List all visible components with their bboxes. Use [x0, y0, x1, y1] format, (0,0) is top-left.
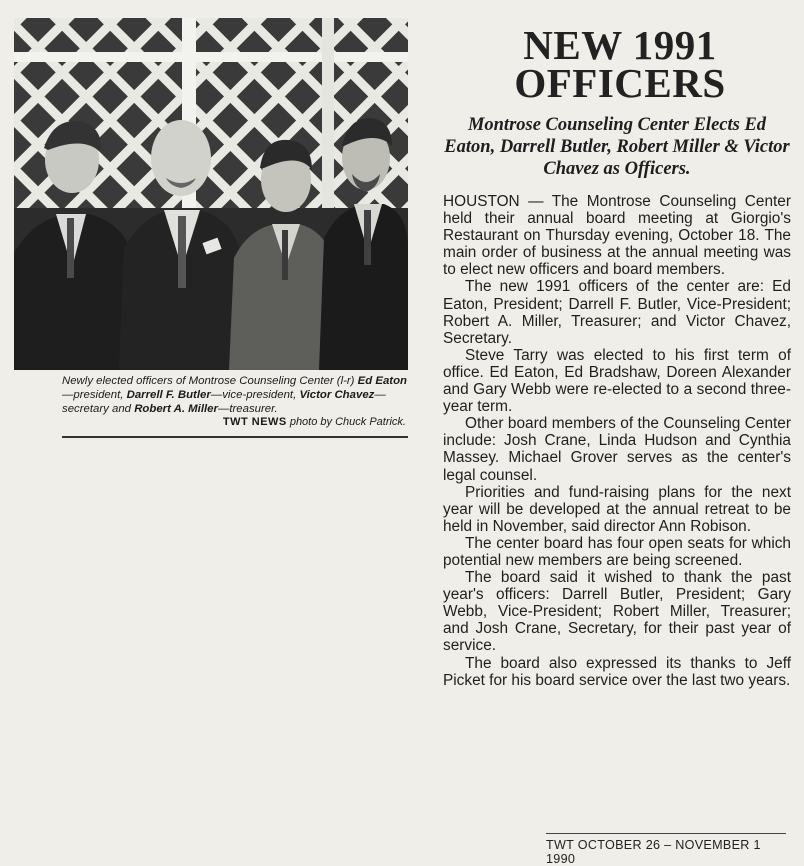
- paragraph: The board said it wished to thank the past year's officers: Darrell Butler, President; Gary Webb, Vice-President; Robert Miller, Treasurer; and Josh Crane, Secretary, for their past year of service.: [443, 569, 791, 655]
- paragraph: The center board has four open seats for which potential new members are being screened.: [443, 534, 791, 569]
- headline-line-2: OFFICERS: [514, 60, 726, 106]
- page-footer: TWT OCTOBER 26 – NOVEMBER 1 1990: [546, 833, 786, 866]
- caption-intro: Newly elected officers of Montrose Counseling Center (l-r): [62, 375, 358, 387]
- headline: [446, 22, 794, 106]
- caption-name-2: Darrell F. Butler: [126, 389, 211, 402]
- paragraph: Other board members of the Counseling Center include: Josh Crane, Linda Hudson and Cynthia Massey. Michael Grover serves as the center's legal counsel.: [443, 415, 791, 484]
- caption-name-3: Victor Chavez: [299, 389, 375, 402]
- caption-role-2: —vice-president,: [210, 389, 300, 402]
- credit-source: TWT NEWS: [222, 416, 287, 428]
- credit-text: photo by Chuck Patrick.: [286, 416, 406, 428]
- paragraph: The new 1991 officers of the center are: Ed Eaton, President; Darrell F. Butler, Vice-President; Robert A. Miller, Treasurer; and Victor Chavez, Secretary.: [443, 278, 791, 347]
- caption-name-4: Robert A. Miller: [134, 403, 218, 416]
- caption-role-3: —secretary and: [62, 389, 386, 416]
- caption-name-1: Ed Eaton: [357, 375, 408, 387]
- article-body: [443, 193, 791, 689]
- headline-line-1: NEW 1991: [523, 22, 717, 68]
- photo-credit: [62, 416, 406, 428]
- photo-caption: [62, 374, 408, 417]
- paragraph: HOUSTON — The Montrose Counseling Center held their annual board meeting at Giorgio's Restaurant on Thursday evening, October 18. The main order of business at the annual meeting was to elect new officers and board members.: [443, 193, 791, 279]
- paragraph: Steve Tarry was elected to his first term of office. Ed Eaton, Ed Bradshaw, Doreen Alexander and Gary Webb were re-elected to a second three-year term.: [443, 346, 791, 416]
- subheadline: Montrose Counseling Center Elects Ed Eaton, Darrell Butler, Robert Miller & Victor Chavez as Officers.: [444, 115, 790, 179]
- caption-role-1: —president,: [62, 389, 127, 402]
- caption-role-4: —treasurer.: [217, 403, 278, 416]
- paragraph: The board also expressed its thanks to Jeff Picket for his board service over the last two years.: [443, 654, 791, 689]
- paragraph: Priorities and fund-raising plans for the next year will be developed at the annual retreat to be held in November, said director Ann Robison.: [443, 483, 791, 535]
- caption-rule: [62, 436, 408, 438]
- photo-illustration: [14, 18, 408, 370]
- officers-photo: [14, 18, 408, 370]
